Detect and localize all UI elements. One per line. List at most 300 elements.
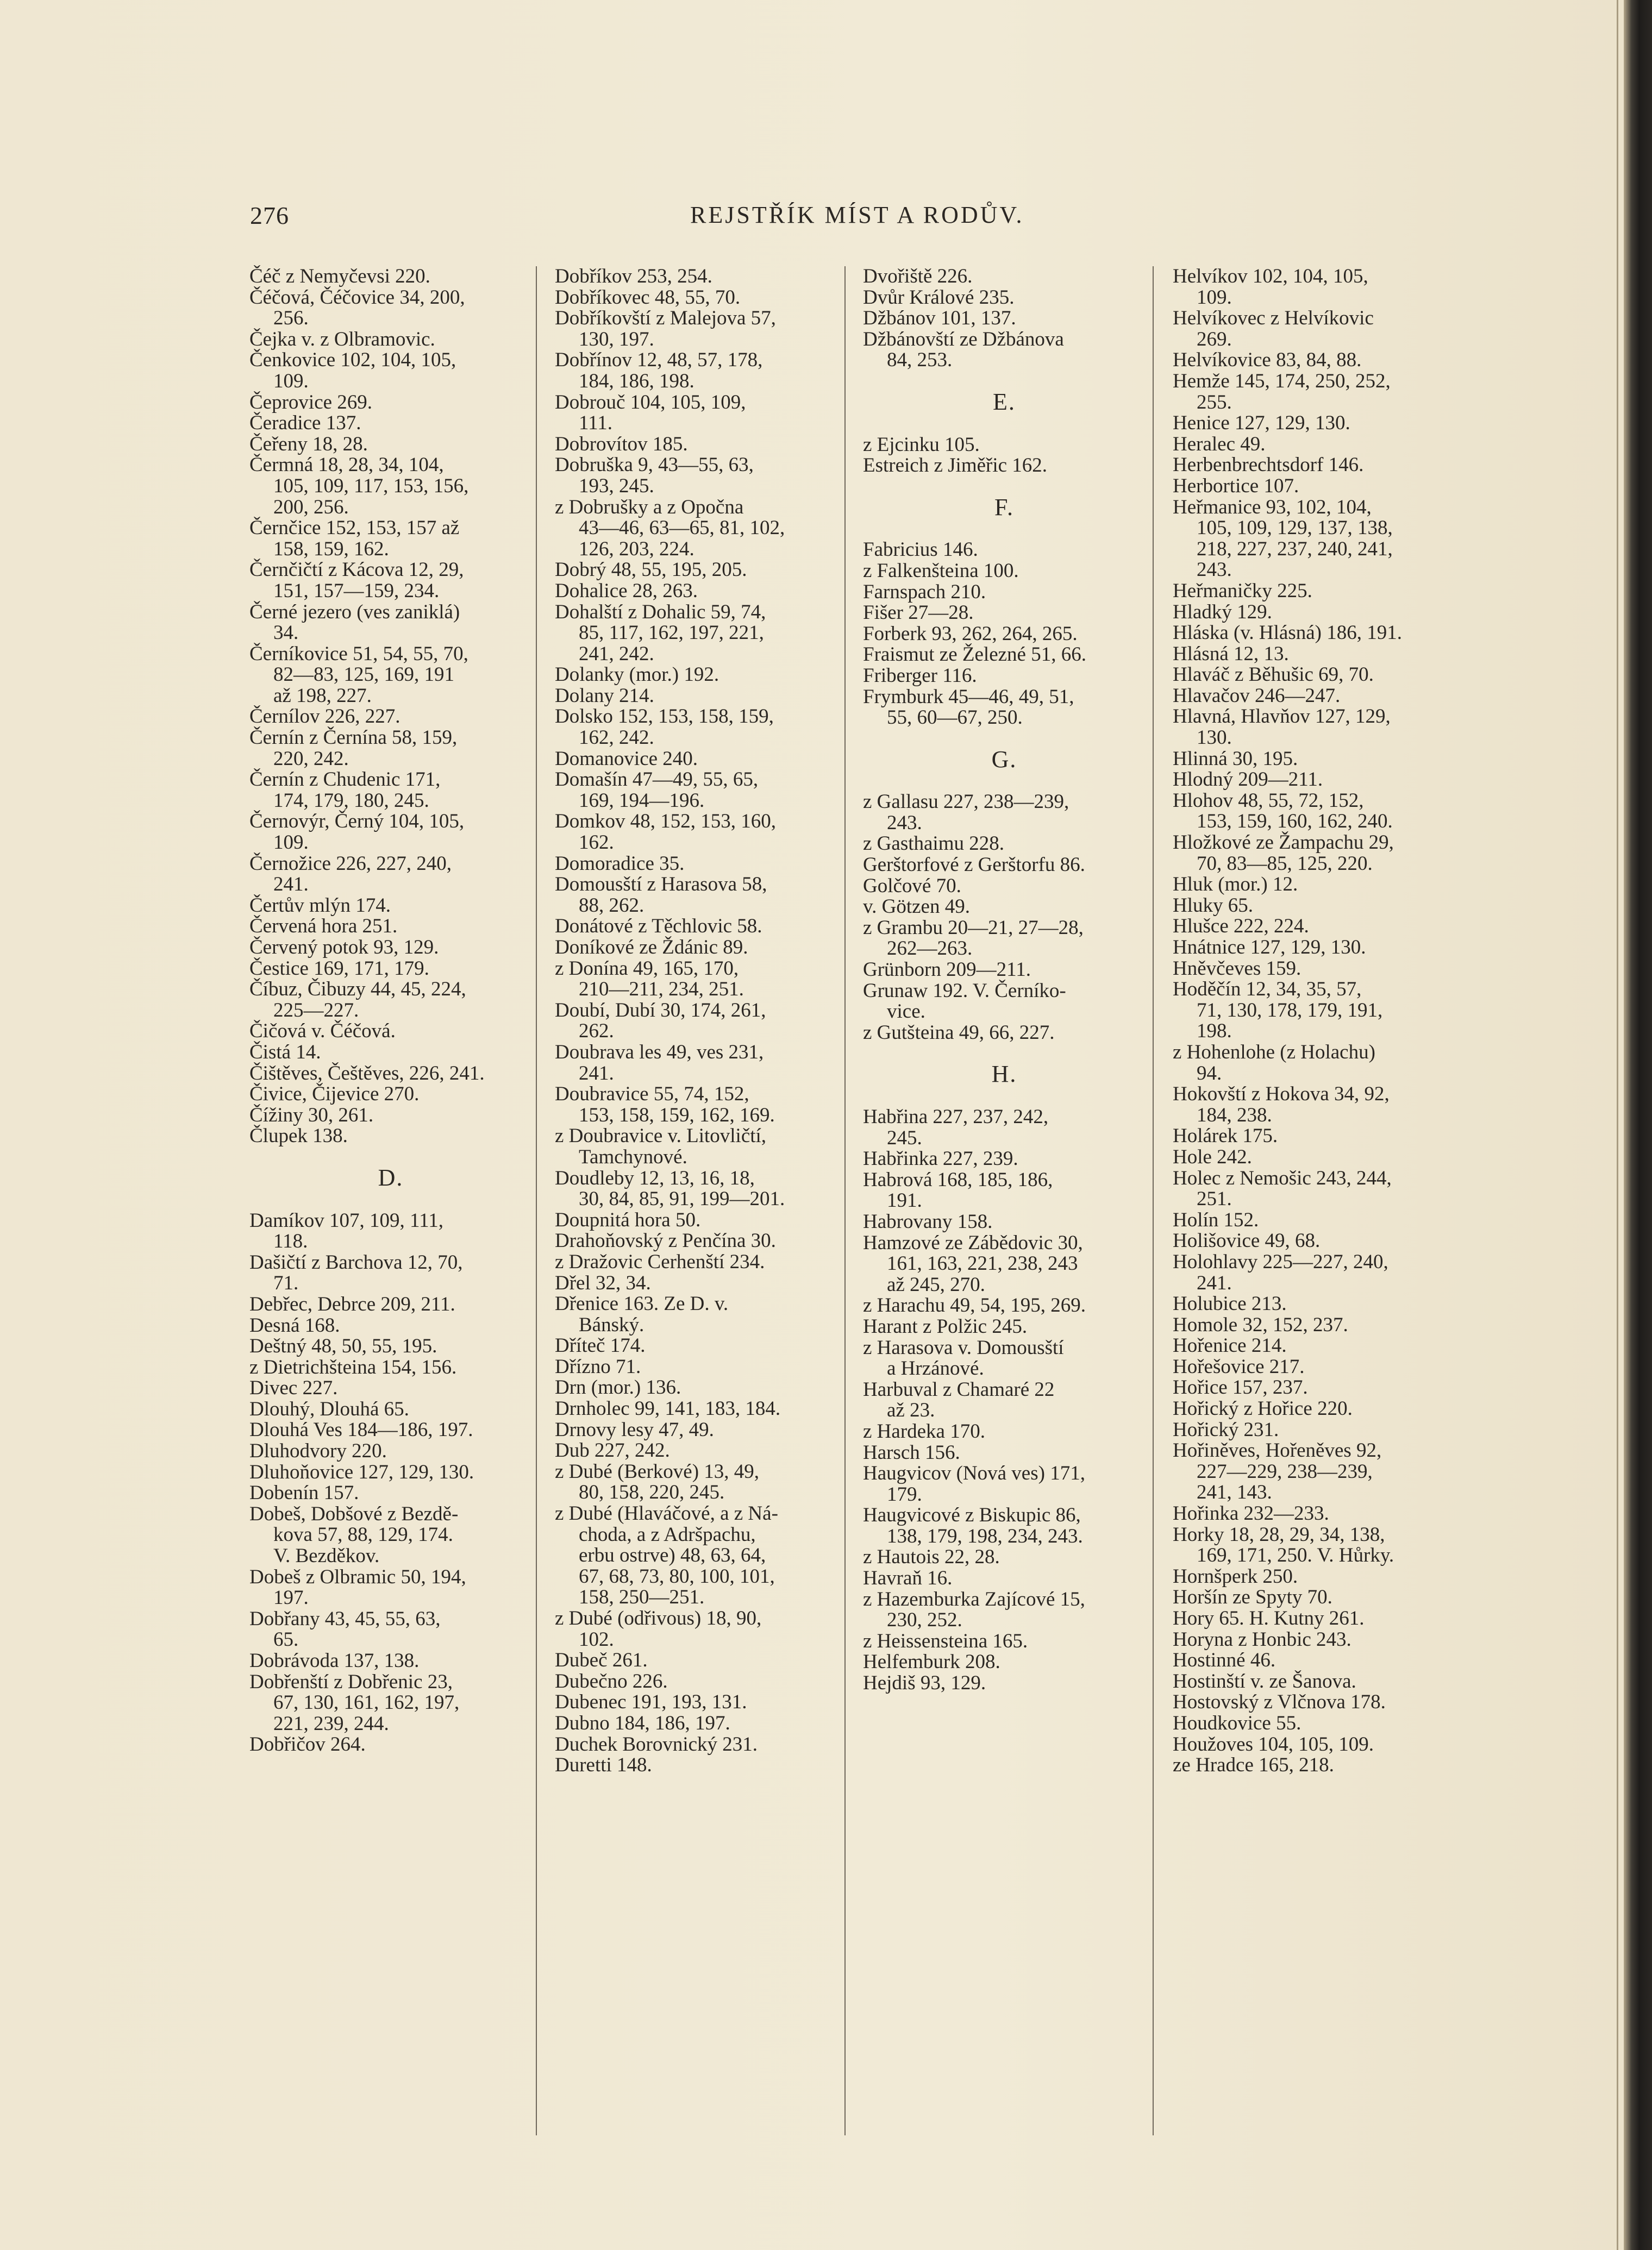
entry-line: Doubí, Dubí 30, 174, 261,: [555, 999, 766, 1021]
entry-line: Dlouhá Ves 184—186, 197.: [249, 1419, 473, 1441]
entry-line: Horky 18, 28, 29, 34, 138,: [1173, 1523, 1385, 1546]
entry-line: Čestice 169, 171, 179.: [249, 957, 429, 980]
entry-continuation-line: 245.: [887, 1126, 922, 1149]
entry-line: Hořešovice 217.: [1173, 1355, 1305, 1378]
index-entry: [555, 958, 837, 1000]
index-entry: [249, 1609, 532, 1651]
index-entry: [555, 1377, 837, 1399]
entry-line: Hlaváč z Běhušic 69, 70.: [1173, 663, 1374, 686]
entry-line: Čeřeny 18, 28.: [249, 433, 368, 455]
entry-continuation-line: kova 57, 88, 129, 174.: [273, 1524, 453, 1546]
index-entry: [249, 392, 532, 413]
index-entry: [555, 392, 837, 434]
entry-line: Damíkov 107, 109, 111,: [249, 1209, 443, 1232]
entry-continuation-line: 80, 158, 220, 245.: [579, 1481, 725, 1504]
entry-line: z Gutšteina 49, 66, 227.: [863, 1021, 1055, 1044]
entry-line: Černíkovice 51, 54, 55, 70,: [249, 642, 468, 665]
entry-line: Hlodný 209—211.: [1173, 768, 1323, 791]
index-entry: [1173, 350, 1455, 371]
index-entry: [863, 287, 1146, 309]
index-entry: [555, 434, 837, 455]
entry-line: z Hazemburka Zajícové 15,: [863, 1588, 1085, 1610]
entry-continuation-line: 111.: [579, 412, 613, 435]
entry-line: ze Hradce 165, 218.: [1173, 1754, 1334, 1777]
entry-line: Helfemburk 208.: [863, 1651, 1000, 1674]
entry-continuation-line: 82—83, 125, 169, 191: [273, 663, 454, 686]
entry-line: z Dražovic Cerhenští 234.: [555, 1250, 765, 1273]
index-entry: [555, 602, 837, 665]
entry-line: Dobrouč 104, 105, 109,: [555, 391, 746, 413]
index-entry: [1173, 1566, 1455, 1588]
entry-continuation-line: 109.: [1197, 286, 1232, 309]
entry-continuation-line: 126, 203, 224.: [579, 537, 694, 560]
index-entry: [1173, 1042, 1455, 1084]
entry-line: Herbortice 107.: [1173, 474, 1299, 497]
entry-line: Dašičtí z Barchova 12, 70,: [249, 1251, 463, 1274]
entry-continuation-line: V. Bezděkov.: [273, 1545, 380, 1568]
entry-continuation-line: 218, 227, 237, 240, 241,: [1197, 537, 1393, 560]
entry-line: Frymburk 45—46, 49, 51,: [863, 685, 1074, 708]
index-entry: [1173, 665, 1455, 686]
entry-continuation-line: 241, 143.: [1197, 1481, 1272, 1504]
index-entry: [249, 854, 532, 895]
entry-line: Hluk (mor.) 12.: [1173, 873, 1298, 896]
entry-continuation-line: 109.: [273, 831, 309, 854]
index-entry: [249, 518, 532, 560]
index-entry: [555, 686, 837, 707]
entry-continuation-line: 153, 158, 159, 162, 169.: [579, 1104, 775, 1126]
entry-continuation-line: 262—263.: [887, 937, 973, 960]
index-entry: [1173, 958, 1455, 980]
entry-line: Hlohov 48, 55, 72, 152,: [1173, 789, 1364, 812]
section-letter-heading: F.: [994, 493, 1014, 521]
entry-line: Dobrý 48, 55, 195, 205.: [555, 559, 747, 581]
index-entry: [249, 1294, 532, 1315]
entry-line: Dobřenští z Dobřenic 23,: [249, 1670, 453, 1693]
entry-line: Dubno 184, 186, 197.: [555, 1712, 730, 1734]
entry-line: Hlásná 12, 13.: [1173, 642, 1289, 665]
entry-line: Hostovský z Vlčnova 178.: [1173, 1691, 1386, 1714]
entry-line: Džbánovští ze Džbánova: [863, 328, 1064, 350]
index-entry: [555, 1671, 837, 1693]
entry-continuation-line: 34.: [273, 622, 299, 644]
index-entry: [863, 1443, 1146, 1464]
entry-line: Hláska (v. Hlásná) 186, 191.: [1173, 622, 1402, 644]
entry-continuation-line: 67, 68, 73, 80, 100, 101,: [579, 1565, 775, 1588]
index-entry: [249, 1734, 532, 1756]
entry-line: Houžoves 104, 105, 109.: [1173, 1733, 1374, 1756]
entry-line: Červená hora 251.: [249, 915, 398, 938]
entry-line: Dřenice 163. Ze D. v.: [555, 1293, 729, 1315]
column-divider: [1153, 266, 1154, 2135]
entry-line: Doníkové ze Ždánic 89.: [555, 936, 748, 958]
entry-continuation-line: 162.: [579, 831, 614, 854]
index-entry: [1173, 1126, 1455, 1147]
index-entry: [1173, 1525, 1455, 1566]
index-entry: [1173, 266, 1455, 308]
entry-line: Černčičtí z Kácova 12, 29,: [249, 559, 464, 581]
entry-continuation-line: 227—229, 238—239,: [1197, 1460, 1373, 1483]
entry-line: Hemže 145, 174, 250, 252,: [1173, 369, 1391, 392]
index-entry: [863, 308, 1146, 329]
entry-continuation-line: 158, 159, 162.: [273, 537, 389, 560]
entry-continuation-line: a Hrzánové.: [887, 1357, 984, 1380]
entry-continuation-line: 256.: [273, 307, 309, 330]
entry-line: Dobříkov 253, 254.: [555, 265, 712, 287]
index-entry: [555, 1000, 837, 1042]
entry-line: Domašín 47—49, 55, 65,: [555, 768, 759, 791]
entry-continuation-line: až 245, 270.: [887, 1273, 985, 1296]
index-entry: [555, 854, 837, 875]
entry-continuation-line: 118.: [273, 1230, 308, 1253]
index-column-4: [1173, 266, 1455, 1776]
entry-line: Doubravice 55, 74, 152,: [555, 1083, 749, 1106]
index-entry: [863, 644, 1146, 666]
entry-line: Dvůr Králové 235.: [863, 286, 1015, 309]
entry-line: Hokovští z Hokova 34, 92,: [1173, 1083, 1390, 1106]
index-entry: [249, 1567, 532, 1609]
entry-line: Dubeč 261.: [555, 1649, 648, 1672]
entry-continuation-line: 71, 130, 178, 179, 191,: [1197, 999, 1383, 1021]
entry-line: Estreich z Jiměřic 162.: [863, 454, 1048, 477]
index-entry: [249, 266, 532, 287]
index-entry: [1173, 1503, 1455, 1525]
entry-line: Čeprovice 269.: [249, 391, 373, 413]
index-entry: [249, 728, 532, 769]
book-spine: [1624, 0, 1652, 2250]
entry-line: Hlavačov 246—247.: [1173, 684, 1341, 707]
index-entry: [863, 1568, 1146, 1589]
entry-line: Dvořiště 226.: [863, 265, 973, 287]
index-entry: [863, 1631, 1146, 1652]
index-entry: [863, 603, 1146, 624]
entry-line: Habrová 168, 185, 186,: [863, 1168, 1053, 1191]
entry-line: Holárek 175.: [1173, 1125, 1278, 1148]
entry-continuation-line: 65.: [273, 1628, 299, 1651]
index-entry: [555, 1336, 837, 1357]
entry-continuation-line: 153, 159, 160, 162, 240.: [1197, 810, 1393, 833]
entry-line: Černé jezero (ves zaniklá): [249, 600, 460, 623]
entry-line: z Dubé (Berkové) 13, 49,: [555, 1460, 760, 1483]
entry-line: Doudleby 12, 13, 16, 18,: [555, 1167, 755, 1189]
index-entry: [249, 1042, 532, 1063]
entry-line: z Ejcinku 105.: [863, 433, 980, 456]
index-entry: [249, 602, 532, 644]
entry-continuation-line: 109.: [273, 369, 309, 392]
entry-line: Dub 227, 242.: [555, 1439, 670, 1462]
index-entry: [863, 918, 1146, 960]
index-entry: [1173, 895, 1455, 917]
index-entry: [863, 1233, 1146, 1296]
index-entry: [863, 1589, 1146, 1631]
index-entry: [555, 811, 837, 853]
index-entry: [1173, 1692, 1455, 1713]
column-divider: [844, 266, 846, 2135]
index-entry: [863, 666, 1146, 687]
entry-line: Černožice 226, 227, 240,: [249, 852, 452, 875]
index-entry: [1173, 1440, 1455, 1503]
entry-line: Holubice 213.: [1173, 1293, 1287, 1315]
entry-line: Domkov 48, 152, 153, 160,: [555, 810, 776, 833]
entry-line: Červený potok 93, 129.: [249, 936, 439, 958]
entry-line: Dolsko 152, 153, 158, 159,: [555, 705, 774, 728]
index-entry: [1173, 476, 1455, 497]
entry-line: Habřina 227, 237, 242,: [863, 1106, 1049, 1128]
entry-line: Dobříkovec 48, 55, 70.: [555, 286, 741, 309]
entry-line: Houdkovice 55.: [1173, 1712, 1301, 1734]
entry-line: Hladký 129.: [1173, 600, 1272, 623]
entry-line: Dohalští z Dohalic 59, 74,: [555, 600, 766, 623]
index-entry: [249, 434, 532, 455]
entry-line: Čičová v. Čéčová.: [249, 1020, 396, 1043]
entry-line: Černčice 152, 153, 157 až: [249, 517, 460, 540]
index-entry: [863, 329, 1146, 371]
index-entry: [555, 1357, 837, 1378]
index-entry: [555, 350, 837, 392]
entry-continuation-line: 243.: [1197, 559, 1232, 581]
index-entry: [1173, 769, 1455, 791]
entry-continuation-line: 85, 117, 162, 197, 221,: [579, 622, 764, 644]
index-entry: [555, 1462, 837, 1503]
entry-line: Dříteč 174.: [555, 1334, 646, 1357]
index-entry: [249, 1378, 532, 1399]
entry-line: Dobeš z Olbramic 50, 194,: [249, 1565, 466, 1588]
index-entry: [249, 560, 532, 601]
entry-continuation-line: Tamchynové.: [579, 1145, 687, 1168]
entry-line: z Hardeka 170.: [863, 1420, 985, 1443]
entry-line: Heralec 49.: [1173, 433, 1266, 455]
entry-continuation-line: 84, 253.: [887, 349, 953, 372]
entry-line: Čížiny 30, 261.: [249, 1104, 374, 1126]
entry-line: Grunaw 192. V. Černíko-: [863, 979, 1066, 1002]
entry-continuation-line: 67, 130, 161, 162, 197,: [273, 1691, 460, 1714]
index-entry: [1173, 581, 1455, 602]
index-entry: [249, 1462, 532, 1483]
entry-line: Domoradice 35.: [555, 852, 685, 875]
entry-continuation-line: 220, 242.: [273, 747, 349, 770]
entry-line: Drnovy lesy 47, 49.: [555, 1418, 714, 1441]
index-entry: [863, 981, 1146, 1023]
index-entry: [555, 1734, 837, 1756]
entry-line: Dřel 32, 34.: [555, 1271, 651, 1294]
entry-continuation-line: 102.: [579, 1628, 614, 1651]
entry-line: Černílov 226, 227.: [249, 705, 401, 728]
entry-line: Debřec, Debrce 209, 211.: [249, 1293, 455, 1315]
index-entry: [249, 1441, 532, 1462]
index-entry: [1173, 371, 1455, 413]
index-entry: [249, 644, 532, 707]
running-title: REJSTŘÍK MÍST A RODŮV.: [690, 202, 1024, 228]
index-entry: [863, 1295, 1146, 1317]
entry-continuation-line: 169, 171, 250. V. Hůrky.: [1197, 1544, 1394, 1567]
entry-line: z Hautois 22, 28.: [863, 1546, 1000, 1569]
entry-continuation-line: 130, 197.: [579, 328, 654, 350]
entry-line: Haugvicov (Nová ves) 171,: [863, 1462, 1085, 1485]
entry-line: Hořiněves, Hořeněves 92,: [1173, 1439, 1382, 1462]
entry-continuation-line: 200, 256.: [273, 496, 349, 518]
entry-continuation-line: 241.: [1197, 1271, 1232, 1294]
entry-line: Hluky 65.: [1173, 894, 1253, 917]
index-entry: [249, 287, 532, 329]
index-entry: [249, 1483, 532, 1504]
index-entry: [863, 1547, 1146, 1568]
entry-continuation-line: 70, 83—85, 125, 220.: [1197, 852, 1373, 875]
index-entry: [249, 895, 532, 917]
index-entry: [249, 811, 532, 853]
index-entry: [1173, 1294, 1455, 1315]
page-header: [0, 201, 1625, 245]
entry-continuation-line: 221, 239, 244.: [273, 1712, 389, 1735]
index-entry: [555, 916, 837, 937]
entry-continuation-line: 138, 179, 198, 234, 243.: [887, 1525, 1083, 1547]
index-entry: [555, 1084, 837, 1126]
entry-line: Doupnitá hora 50.: [555, 1208, 701, 1231]
index-entry: [863, 687, 1146, 729]
index-entry: [249, 1357, 532, 1378]
index-column-2: [555, 266, 837, 1776]
index-entry: [863, 855, 1146, 876]
entry-line: Dobeš, Dobšové z Bezdě-: [249, 1502, 459, 1525]
entry-line: Herbenbrechtsdorf 146.: [1173, 454, 1364, 477]
entry-line: Hole 242.: [1173, 1145, 1252, 1168]
index-entry: [863, 1212, 1146, 1233]
entry-line: Habřinka 227, 239.: [863, 1148, 1018, 1170]
entry-line: z Heissensteina 165.: [863, 1629, 1028, 1652]
index-entry: [249, 1651, 532, 1672]
index-entry: [249, 1063, 532, 1085]
index-entry: [863, 1107, 1146, 1149]
index-entry: [1173, 706, 1455, 748]
index-entry: [555, 455, 837, 497]
index-entry: [1173, 1377, 1455, 1399]
entry-line: Holišovice 49, 68.: [1173, 1230, 1321, 1252]
index-entry: [555, 1650, 837, 1671]
index-entry: [249, 1105, 532, 1126]
entry-line: Horyna z Honbic 243.: [1173, 1628, 1351, 1651]
index-entry: [863, 897, 1146, 918]
entry-line: Dobřany 43, 45, 55, 63,: [249, 1607, 441, 1630]
section-letter-heading: H.: [991, 1061, 1017, 1088]
entry-line: Hlušce 222, 224.: [1173, 915, 1309, 938]
index-entry: [555, 1440, 837, 1462]
index-entry: [863, 792, 1146, 833]
entry-line: Duchek Borovnický 231.: [555, 1733, 758, 1756]
entry-continuation-line: 105, 109, 129, 137, 138,: [1197, 517, 1393, 540]
index-entry: [555, 1273, 837, 1294]
index-entry: [555, 266, 837, 287]
index-entry: [249, 1672, 532, 1735]
index-entry: [249, 958, 532, 980]
entry-continuation-line: 55, 60—67, 250.: [887, 706, 1023, 729]
index-entry: [555, 1692, 837, 1713]
entry-line: Hořický z Hořice 220.: [1173, 1397, 1353, 1420]
entry-continuation-line: 193, 245.: [579, 474, 654, 497]
entry-continuation-line: 184, 238.: [1197, 1104, 1272, 1126]
entry-continuation-line: 262.: [579, 1020, 614, 1043]
index-entry: [249, 1252, 532, 1294]
index-entry: [863, 455, 1146, 477]
entry-line: Čertův mlýn 174.: [249, 894, 391, 917]
index-entry: [863, 1463, 1146, 1505]
index-entry: [863, 1023, 1146, 1044]
entry-line: Černovýr, Černý 104, 105,: [249, 810, 465, 833]
entry-line: z Harasova v. Domousští: [863, 1336, 1064, 1359]
entry-line: Drahoňovský z Penčína 30.: [555, 1230, 776, 1252]
entry-continuation-line: 130.: [1197, 726, 1232, 749]
index-entry: [863, 1673, 1146, 1694]
entry-line: Dobřičov 264.: [249, 1733, 366, 1756]
entry-line: Dobříkovští z Malejova 57,: [555, 307, 776, 330]
entry-continuation-line: choda, a z Adršpachu,: [579, 1523, 756, 1546]
index-entry: [863, 1421, 1146, 1443]
index-entry: [249, 1336, 532, 1357]
entry-line: Helvíkovice 83, 84, 88.: [1173, 349, 1362, 372]
index-entry: [555, 665, 837, 686]
index-entry: [863, 540, 1146, 561]
index-entry: [249, 1084, 532, 1105]
index-entry: [555, 1608, 837, 1650]
index-entry: [555, 1420, 837, 1441]
entry-line: Harsch 156.: [863, 1441, 960, 1464]
index-entry: [555, 1168, 837, 1210]
entry-continuation-line: 105, 109, 117, 153, 156,: [273, 474, 469, 497]
index-entry: [1173, 979, 1455, 1042]
entry-line: Dolany 214.: [555, 684, 654, 707]
index-entry: [249, 1126, 532, 1147]
index-entry: [863, 1317, 1146, 1338]
entry-continuation-line: 161, 163, 221, 238, 243: [887, 1252, 1078, 1275]
entry-continuation-line: 225—227.: [273, 999, 359, 1021]
entry-continuation-line: vice.: [887, 1000, 925, 1023]
entry-continuation-line: 255.: [1197, 391, 1232, 413]
index-entry: [249, 413, 532, 434]
index-entry: [555, 1210, 837, 1231]
entry-line: Dubečno 226.: [555, 1670, 668, 1693]
index-entry: [1173, 623, 1455, 644]
entry-continuation-line: 88, 262.: [579, 894, 644, 917]
entry-continuation-line: 230, 252.: [887, 1609, 962, 1632]
index-entry: [1173, 308, 1455, 350]
index-entry: [1173, 1210, 1455, 1231]
entry-line: Černín z Černína 58, 159,: [249, 726, 458, 749]
index-entry: [249, 329, 532, 350]
index-entry: [1173, 1671, 1455, 1693]
entry-line: Duretti 148.: [555, 1754, 652, 1777]
index-entry: [555, 749, 837, 770]
index-entry: [1173, 602, 1455, 623]
entry-line: Hejdiš 93, 129.: [863, 1672, 986, 1695]
index-entry: [555, 1713, 837, 1734]
entry-line: Černín z Chudenic 171,: [249, 768, 441, 791]
index-entry: [249, 1420, 532, 1441]
entry-line: Forberk 93, 262, 264, 265.: [863, 622, 1078, 645]
index-entry: [1173, 455, 1455, 476]
index-entry: [555, 287, 837, 309]
index-entry: [1173, 1587, 1455, 1608]
entry-line: Holín 152.: [1173, 1208, 1259, 1231]
entry-line: Heřmaničky 225.: [1173, 579, 1312, 602]
index-entry: [863, 1170, 1146, 1212]
index-entry: [863, 435, 1146, 456]
entry-line: v. Götzen 49.: [863, 895, 970, 918]
section-letter-heading: E.: [993, 388, 1016, 415]
entry-line: Horšín ze Spyty 70.: [1173, 1586, 1332, 1609]
entry-line: Čéč z Nemyčevsi 220.: [249, 265, 430, 287]
index-entry: [249, 455, 532, 518]
index-entry: [1173, 434, 1455, 455]
index-entry: [249, 1504, 532, 1567]
entry-line: Gerštorfové z Gerštorfu 86.: [863, 854, 1085, 876]
